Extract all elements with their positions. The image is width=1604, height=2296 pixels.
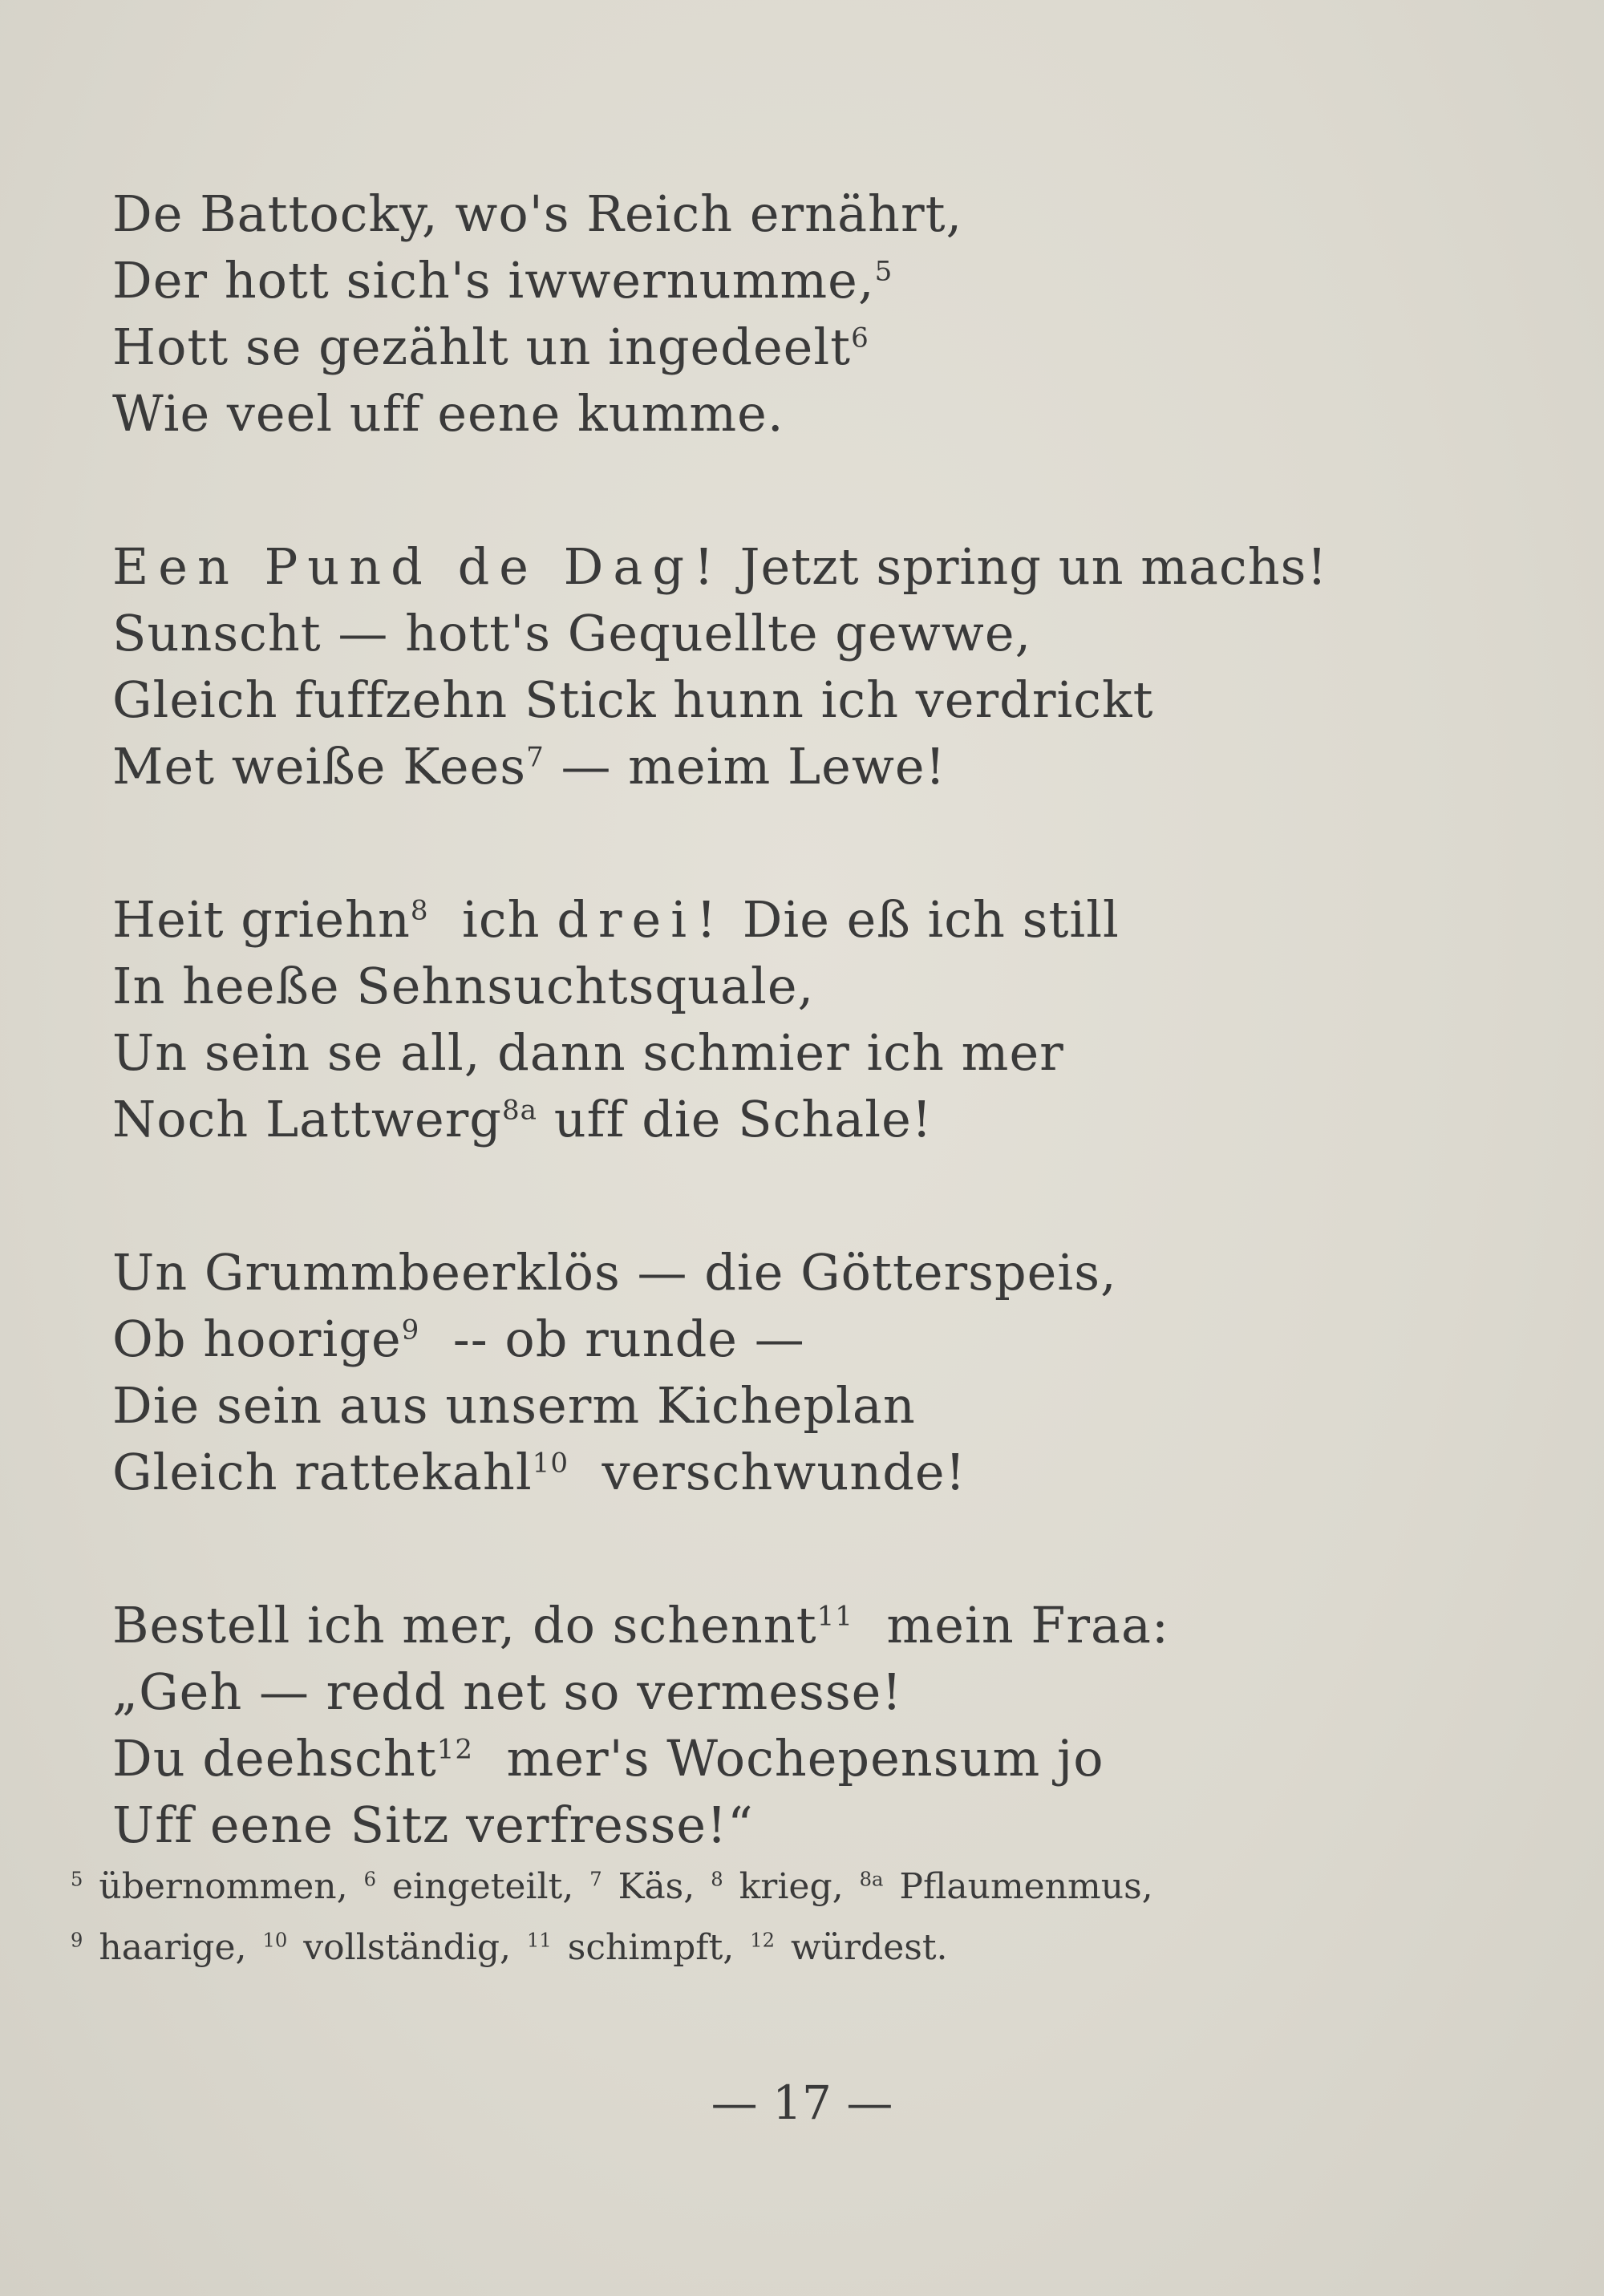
- footnote-number: 8a: [859, 1868, 884, 1891]
- footnotes: [71, 1857, 1546, 1978]
- stanza: [112, 533, 1492, 800]
- poem-line: [112, 1372, 1492, 1439]
- line-text: Der hott sich's iwwernumme,: [112, 251, 875, 310]
- poem-line: [112, 1086, 1492, 1152]
- line-text: Wie veel uff eene kumme.: [112, 384, 784, 443]
- line-text: — meim Lewe!: [544, 737, 946, 796]
- poem-line: [112, 953, 1492, 1019]
- footnote-marker: 11: [816, 1600, 853, 1633]
- footnote-text: Pflaumenmus,: [899, 1866, 1153, 1907]
- line-text: Bestell ich mer, do schennt: [112, 1596, 817, 1654]
- poem-line: [112, 380, 1492, 447]
- footnote-text: vollständig,: [303, 1927, 511, 1968]
- footnote-number: 9: [71, 1929, 83, 1952]
- footnote: [364, 1866, 574, 1907]
- line-text: Met weiße Kees: [112, 737, 527, 796]
- line-text: Du deehscht: [112, 1729, 437, 1788]
- footnote-marker: 8a: [502, 1094, 537, 1127]
- footnote: [527, 1927, 734, 1968]
- poem: [112, 180, 1492, 1945]
- line-text: Un sein se all, dann schmier ich mer: [112, 1023, 1064, 1082]
- footnote: [263, 1927, 512, 1968]
- stanza: [112, 180, 1492, 447]
- footnote-text: haarige,: [99, 1927, 247, 1968]
- line-text: Sunscht — hott's Gequellte gewwe,: [112, 604, 1032, 662]
- footnote: [71, 1866, 348, 1907]
- line-text: Gleich fuffzehn Stick hunn ich verdrickt: [112, 670, 1154, 729]
- line-text: Die sein aus unserm Kicheplan: [112, 1376, 916, 1435]
- line-text: verschwunde!: [569, 1443, 966, 1501]
- line-text: Hott se gezählt un ingedeelt: [112, 318, 852, 376]
- footnote-marker: 8: [410, 894, 429, 927]
- footnote-marker: 9: [401, 1314, 420, 1346]
- line-text: Un Grummbeerklös — die Götterspeis,: [112, 1243, 1117, 1302]
- footnote-number: 7: [589, 1868, 602, 1891]
- line-text: Uff eene Sitz verfresse!“: [112, 1796, 754, 1854]
- poem-line: [112, 886, 1492, 953]
- poem-line: [112, 1592, 1492, 1658]
- footnote-text: schimpft,: [567, 1927, 735, 1968]
- footnote-marker: 5: [874, 255, 893, 288]
- line-text: Die eß ich still: [725, 890, 1120, 949]
- poem-line: [112, 733, 1492, 800]
- footnote-text: übernommen,: [99, 1866, 348, 1907]
- line-text: De Battocky, wo's Reich ernährt,: [112, 184, 963, 243]
- poem-line: [112, 1019, 1492, 1086]
- footnote-number: 12: [750, 1929, 776, 1952]
- footnote-text: Käs,: [618, 1866, 695, 1907]
- footnote-text: eingeteilt,: [392, 1866, 574, 1907]
- poem-line: [112, 1658, 1492, 1725]
- footnote-number: 10: [262, 1929, 288, 1952]
- poem-line: [112, 1439, 1492, 1505]
- line-text: -- ob runde —: [419, 1310, 805, 1368]
- line-text: ich: [428, 890, 557, 949]
- footnote-number: 6: [363, 1868, 376, 1891]
- line-text: uff die Schale!: [537, 1090, 933, 1148]
- line-text: Noch Lattwerg: [112, 1090, 502, 1148]
- footnote-line: [71, 1857, 1546, 1917]
- footnote: [711, 1866, 843, 1907]
- line-text: mein Fraa:: [853, 1596, 1169, 1654]
- poem-line: [112, 1792, 1492, 1858]
- line-text: mer's Wochepensum jo: [473, 1729, 1104, 1788]
- stanza: [112, 1239, 1492, 1505]
- line-text: „Geh — redd net so vermesse!: [112, 1662, 903, 1721]
- poem-line: [112, 180, 1492, 247]
- footnote-text: würdest.: [791, 1927, 948, 1968]
- poem-line: [112, 600, 1492, 666]
- poem-line: [112, 1239, 1492, 1306]
- page-number: — 17 —: [711, 2075, 893, 2130]
- line-text: Heit griehn: [112, 890, 411, 949]
- stanza: [112, 886, 1492, 1152]
- footnote: [589, 1866, 695, 1907]
- footnote: [71, 1927, 247, 1968]
- line-text: Ob hoorige: [112, 1310, 402, 1368]
- footnote-marker: 7: [526, 741, 545, 774]
- poem-line: [112, 314, 1492, 380]
- footnote-marker: 12: [436, 1733, 474, 1766]
- poem-line: [112, 666, 1492, 733]
- footnote-marker: 6: [851, 322, 869, 354]
- line-text: In heeße Sehnsuchtsquale,: [112, 957, 815, 1015]
- footnote: [860, 1866, 1153, 1907]
- poem-line: [112, 533, 1492, 600]
- emphasized-text: Een Pund de Dag!: [112, 537, 723, 596]
- footnote-text: krieg,: [739, 1866, 844, 1907]
- footnote-number: 5: [71, 1868, 83, 1891]
- footnote-marker: 10: [532, 1447, 569, 1480]
- poem-line: [112, 1306, 1492, 1372]
- emphasized-text: drei!: [557, 890, 726, 949]
- poem-line: [112, 1725, 1492, 1792]
- footnote-number: 11: [527, 1929, 552, 1952]
- footnote-number: 8: [711, 1868, 723, 1891]
- stanza: [112, 1592, 1492, 1858]
- footnote-line: [71, 1917, 1546, 1978]
- poem-line: [112, 247, 1492, 314]
- line-text: Jetzt spring un machs!: [723, 537, 1328, 596]
- footnote: [750, 1927, 947, 1968]
- line-text: Gleich rattekahl: [112, 1443, 533, 1501]
